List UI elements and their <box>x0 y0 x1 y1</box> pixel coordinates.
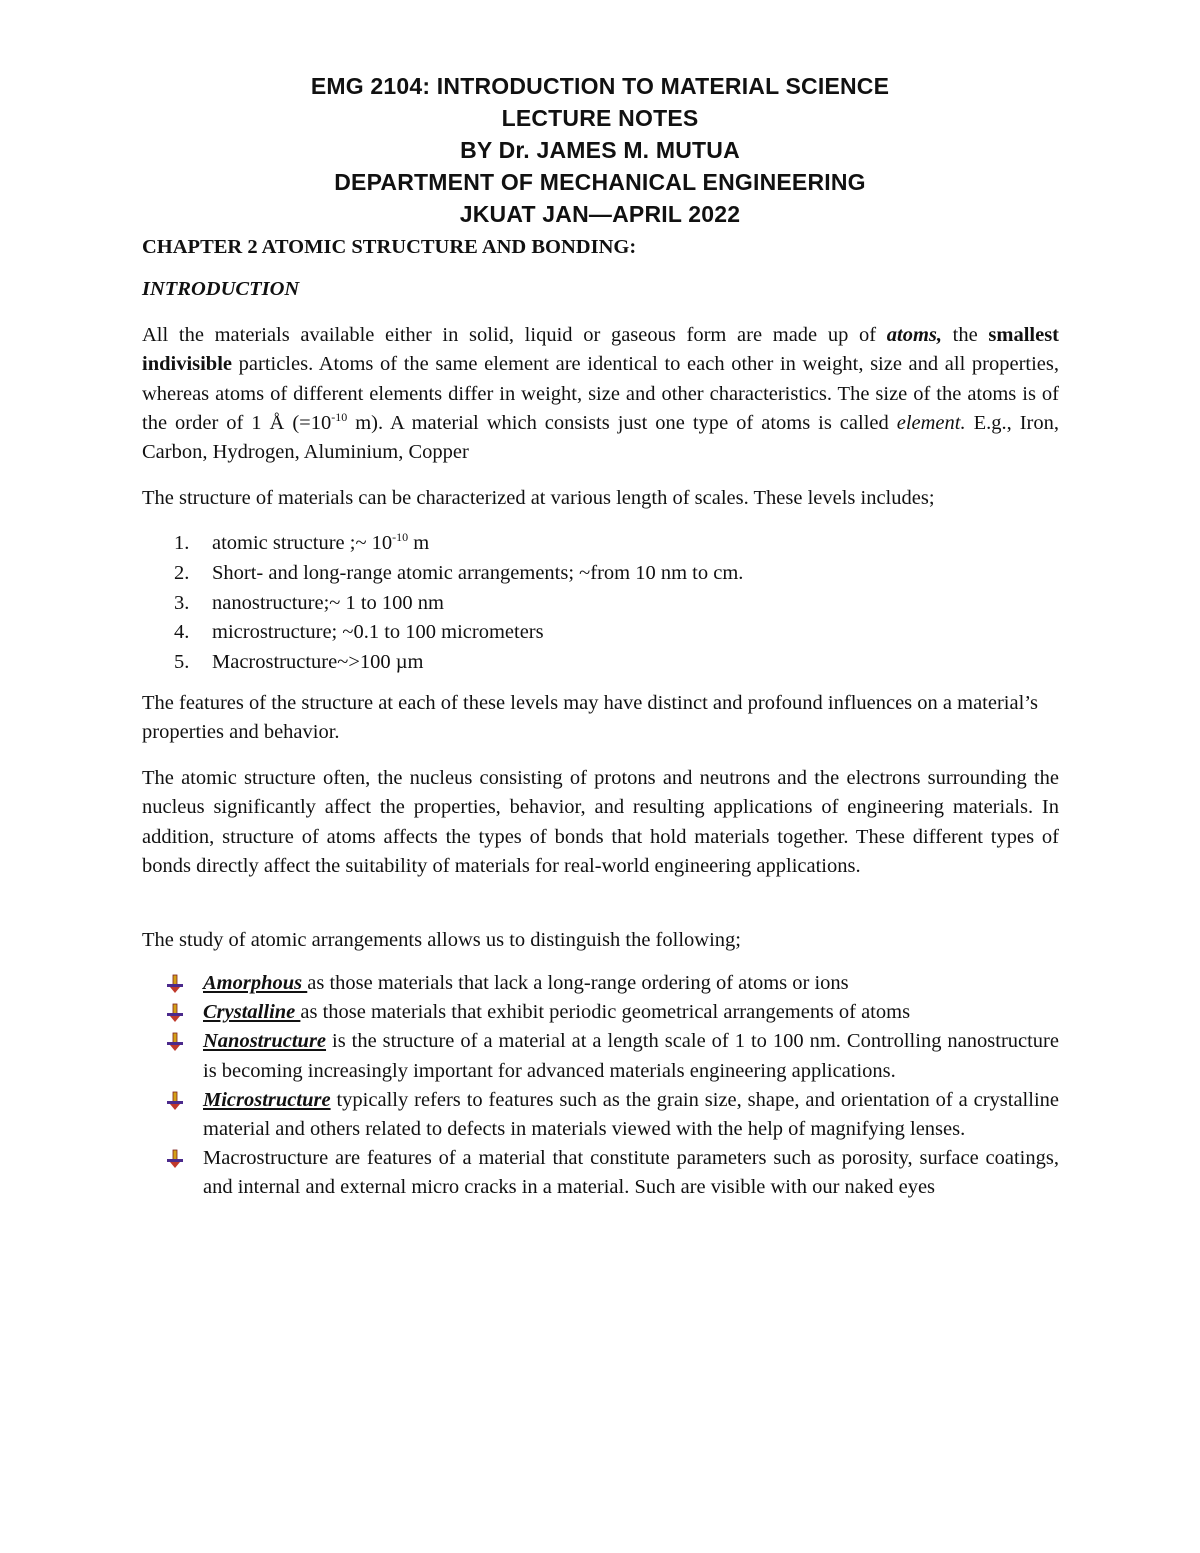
list-item: Crystalline as those materials that exhibit periodic geometrical arrangements of atoms <box>142 998 1059 1027</box>
down-arrow-bullet-icon <box>165 1003 185 1023</box>
department-line: DEPARTMENT OF MECHANICAL ENGINEERING <box>334 169 866 195</box>
arrangement-bullet-list <box>142 969 1059 1203</box>
author-line: BY Dr. JAMES M. MUTUA <box>460 137 740 163</box>
notes-label: LECTURE NOTES <box>501 105 699 131</box>
course-title: EMG 2104: INTRODUCTION TO MATERIAL SCIENCE <box>310 73 890 99</box>
down-arrow-bullet-icon <box>165 974 185 994</box>
down-arrow-bullet-icon <box>165 1032 185 1052</box>
paragraph-atomic-structure: The atomic structure often, the nucleus consisting of protons and neutrons and the electrons surrounding the nucleus significantly affect the properties, behavior, and resulting applications of engineering materials. In addition, structure of atoms affects the types of bonds that hold materials together. These different types of bonds directly affect the suitability of materials for real-world engineering applications. <box>142 767 1059 877</box>
section-title: INTRODUCTION <box>142 278 300 300</box>
list-item: Nanostructure is the structure of a material at a length scale of 1 to 100 nm. Controlling nanostructure is becoming increasingly important for advanced materials engineering applications. <box>142 1027 1059 1085</box>
paragraph-atomic-arrangements: The study of atomic arrangements allows us to distinguish the following; <box>142 929 741 951</box>
list-item: Macrostructure are features of a material that constitute parameters such as porosity, surface coatings, and internal and external micro cracks in a material. Such are visible with our naked eyes <box>142 1144 1059 1202</box>
paragraph-atoms: All the materials available either in solid, liquid or gaseous form are made up of atoms, the smallest indivisible particles. Atoms of the same element are identical to each other in weight, size and all properties, whereas atoms of different elements differ in weight, size and other characteristics. The size of the atoms is of the order of 1 Å ($=10^{-10}$ m). A material which consists just one type of atoms is called element. E.g., Iron, Carbon, Hydrogen, Aluminium, Copper <box>142 324 1060 464</box>
down-arrow-bullet-icon <box>165 1091 185 1111</box>
list-item: Microstructure typically refers to features such as the grain size, shape, and orientation of a crystalline material and others related to defects in materials viewed with the help of magnifying lenses. <box>142 1086 1059 1144</box>
chapter-title: CHAPTER 2 ATOMIC STRUCTURE AND BONDING: <box>142 236 637 258</box>
document-page: EMG 2104: INTRODUCTION TO MATERIAL SCIENCE LECTURE NOTES BY Dr. JAMES M. MUTUA DEPARTMENT OF MECHANICAL ENGINEERING JKUAT JAN—APRIL 2022 CHAPTER 2 ATOMIC STRUCTURE AND BONDING: INTRODUCTION All the materials available either in solid, liquid or gaseous form are made up of atoms, the smallest indivisible particles. Atoms of the same element are identical to each other in weight, size and all properties, whereas atoms of different elements differ in weight, size and other characteristics. The size of the atoms is of the order of 1 Å ($=10^{-10}$ m). A material which consists just one type of atoms is called element. E.g., Iron, Carbon, Hydrogen, Aluminium, Copper The structure of materials can be characterized at various length of scales. These levels includes; 1. atomic structure ;~ $10^{-10}$ m 2. Short- and long-range atomic arrangements; ~from 10 nm to cm. 3. nanostructure;~ 1 to 100 nm 4. microstructure; ~0.1 to 100 micrometers 5. Macrostructure~>100 µm The features of the structure at each of these levels may have distinct and profound influences on a material’s properties and behavior. The atomic structure often, the nucleus consisting of protons and neutrons and the electrons surrounding the nucleus significantly affect the properties, behavior, and resulting applications of engineering materials. In addition, structure of atoms affects the types of bonds that hold materials together. These different types of bonds directly affect the suitability of materials for real-world engineering applications. The study of atomic arrangements allows us to distinguish the following; Amorphous as those materials that lack a long-range ordering of atoms or ions Crystalline as those materials that exhibit periodic geometrical arrangements of atoms Nanostructure is the structure of a material at a length scale of 1 to 100 nm. Controlling nanostructure is becoming increasingly important for advanced materials engineering applications. Microstructure typically refers to features such as the grain size, shape, and orientation of a crystalline material and others related to defects in materials viewed with the help of magnifying lenses. Macrostructure are features of a material that constitute parameters such as porosity, surface coatings, and internal and external micro cracks in a material. Such are visible with our naked eyes <box>0 0 1200 1553</box>
down-arrow-bullet-icon <box>165 1149 185 1169</box>
term-line: JKUAT JAN—APRIL 2022 <box>459 201 741 227</box>
list-item: Amorphous as those materials that lack a long-range ordering of atoms or ions <box>142 969 1059 998</box>
paragraph-features: The features of the structure at each of these levels may have distinct and profound influences on a material’s properties and behavior. <box>142 692 1038 744</box>
paragraph-length-scales: The structure of materials can be characterized at various length of scales. These levels includes; <box>142 487 935 509</box>
